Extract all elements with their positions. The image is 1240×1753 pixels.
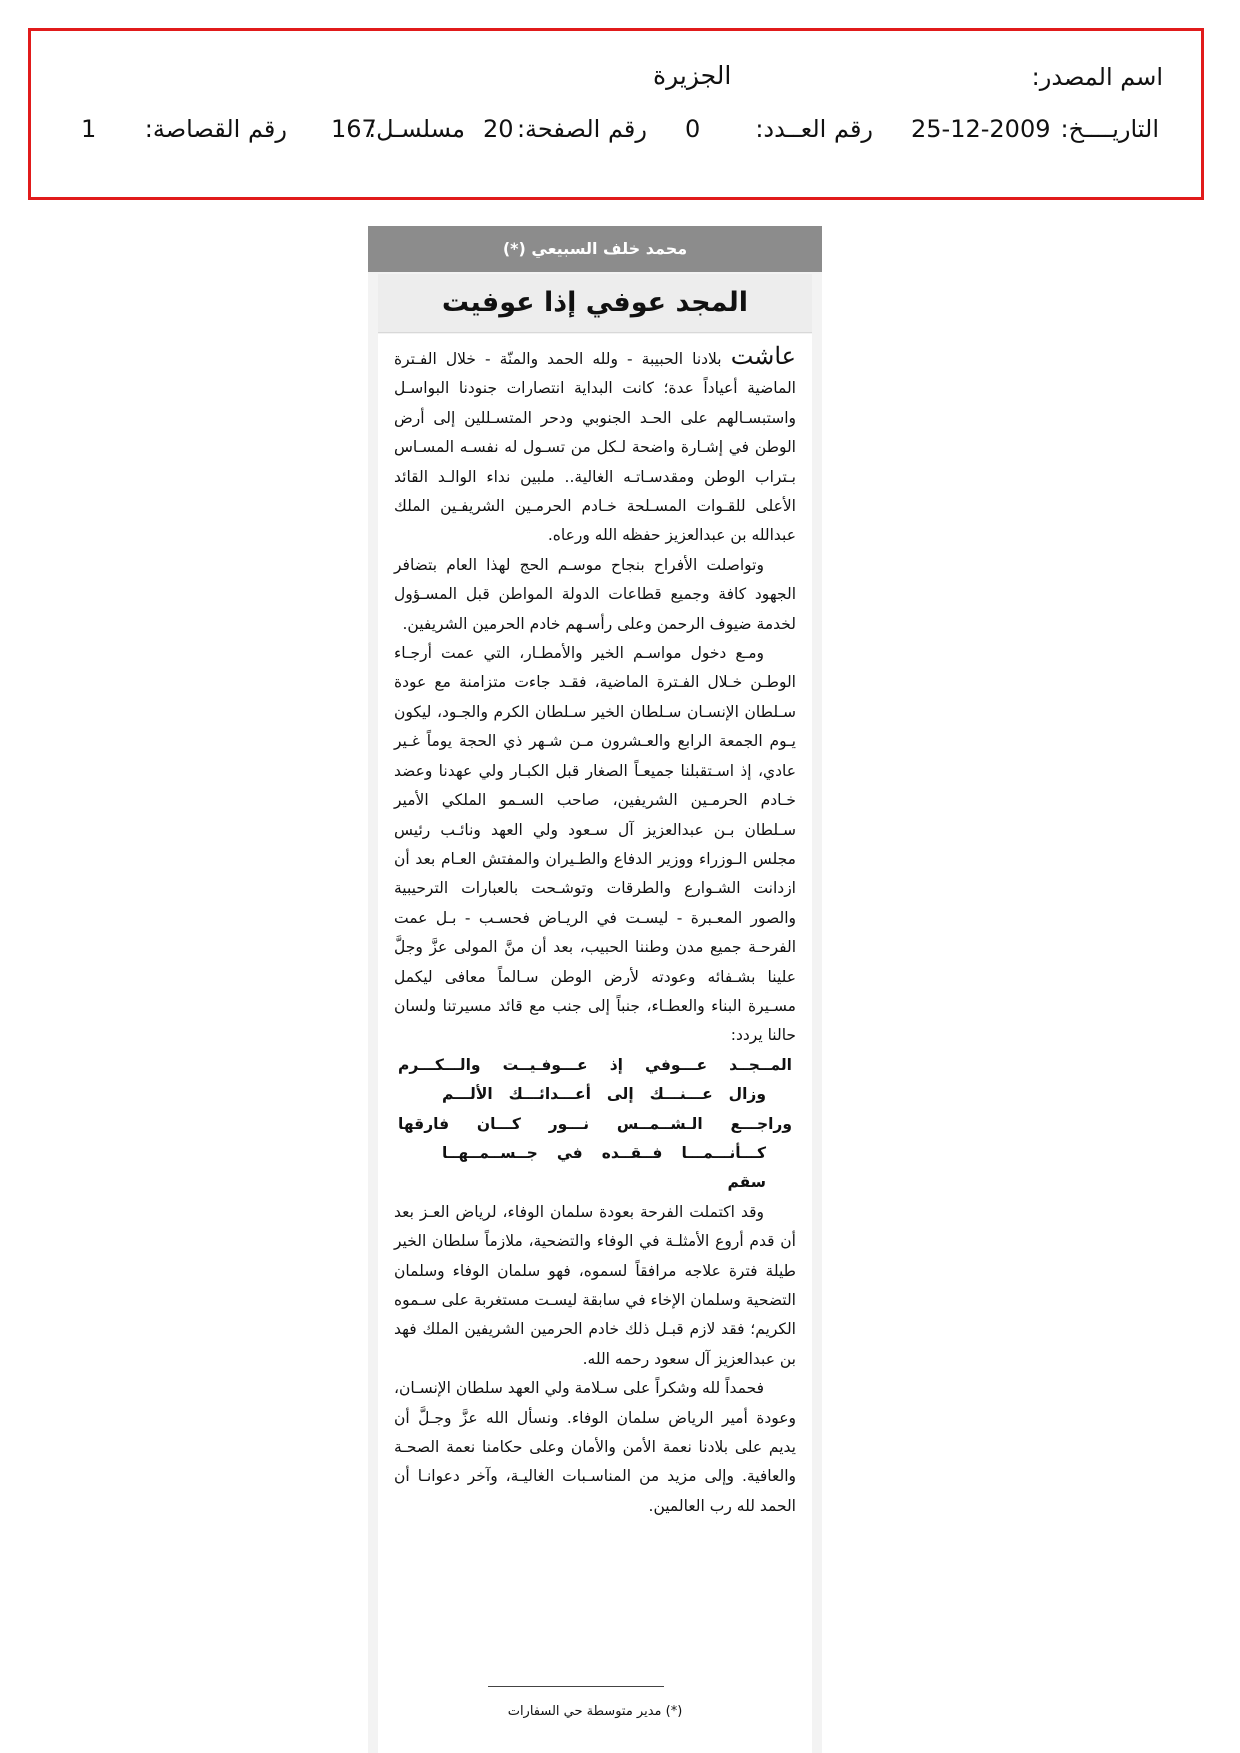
paragraph-text: بلادنا الحبيبة - ولله الحمد والمنّة - خلال الفـترة الماضية أعياداً عدة؛ كانت البداية انتصارات جنودنا البواسـل واستبسـالهم على الحـد الجنوبي ودحر المتسـللين إلى أرض الوطن في إشـارة واضحة لـكل من تسـول له نفسـه المسـاس بـتراب الوطن ومقدسـاتـه الغالية.. ملبين نداء الوالـد القائد الأعلى للقـوات المسـلحة خـادم الحرمـين الشريفـين الملك عبدالله بن عبدالعزيز حفظه الله ورعاه. [394, 350, 796, 545]
poem-verse: وزال عـــنـــك إلى أعـــدائـــك الألـــم [442, 1085, 766, 1104]
paragraph: ومـع دخول مواسـم الخير والأمطـار، التي عمت أرجـاء الوطـن خـلال الفـترة الماضية، فقـد جاءت متزامنة مع عودة سـلطان الإنسـان سـلطان الخير سـلطان الكرم والجـود، ليكون يـوم الجمعة الرابع والعـشرون مـن شـهر ذي الحجة يوماً غـير عادي، إذ اسـتقبلنا جميعـاً الصغار قبل الكبـار ولي عهدنا وعضد خـادم الحرمـين الشريفين، صاحب السـمو الملكي الأمير سـلطان بـن عبدالعزيز آل سـعود ولي العهد ونائـب رئيس مجلس الـوزراء ووزير الدفاع والطـيران والمفتش العـام بعد أن ازدانت الشـوارع والطرقات وتوشـحت بالعبارات الترحيبية والصور المعـبرة - ليسـت في الريـاض فحسـب - بـل عمت الفرحـة جميع مدن وطننا الحبيب، بعد أن منَّ المولى عزَّ وجلَّ علينا بشـفائه وعودته لأرض الوطن سـالماً معافى ليكمل مسـيرة البناء والعطـاء، جنباً إلى جنب مع قائد مسيرتنا ولسان حالنا يردد: [394, 644, 796, 1045]
paragraph: فحمداً لله وشكراً على سـلامة ولي العهد سلطان الإنسـان، وعودة أمير الرياض سلمان الوفاء. ونسأل الله عزَّ وجـلَّ أن يديم على بلادنا نعمة الأمن والأمان وعلى حكامنا نعمة الصحـة والعافية. وإلى مزيد من المناسـبات الغاليـة، وآخر دعوانـا أن الحمد لله رب العالمين. [394, 1379, 796, 1515]
paragraph: وقد اكتملت الفرحة بعودة سلمان الوفاء، لرياض العـز بعد أن قدم أروع الأمثلـة في الوفاء والتضحية، ملازماً سلطان الخير طيلة فترة علاجه مرافقاً لسموه، فهو سلمان الوفاء وسلمان التضحية وسلمان الإخاء في سابقة ليسـت مستغربة على سـموه الكريم؛ فقد لازم قبـل ذلك خادم الحرمين الشريفين الملك فهد بن عبدالعزيز آل سعود رحمه الله. [394, 1202, 796, 1368]
article-clipping [368, 226, 822, 1753]
date-label: التاريــــخ: [1060, 115, 1159, 143]
serial-label: مسلسـل: [368, 115, 465, 143]
page-label: رقم الصفحة: [516, 115, 647, 143]
lead-word: عاشت [730, 342, 796, 370]
issue-value: 0 [685, 115, 701, 143]
poem-verse: كـــأنـــمـــا فــقــده في جــســمــهــا سقم [442, 1143, 766, 1192]
date-value: 25-12-2009 [911, 115, 1051, 143]
author-footnote: (*) مدير متوسطة حي السفارات [507, 1704, 683, 1719]
source-value: الجزيرة [653, 61, 732, 90]
article-body [378, 334, 812, 1753]
source-label: اسم المصدر: [1031, 63, 1163, 91]
clipping-info-box [28, 28, 1204, 200]
page-value: 20 [483, 115, 514, 143]
poem-verse: وراجـــع الـشــمــس نـــور كـــان فارقها [398, 1114, 792, 1133]
paragraph [394, 342, 796, 551]
clipping-value: 1 [81, 115, 97, 143]
serial-value: 167 [331, 115, 377, 143]
paragraph: وتواصلت الأفراح بنجاح موسـم الحج لهذا العام بتضافر الجهود كافة وجميع قطاعات الدولة المواطن قبل المسـؤول لخدمة ضيوف الرحمن وعلى رأسـهم خادم الحرمين الشريفين. [394, 555, 796, 633]
poem-verse: المــجــد عـــوفي إذ عـــوفـيــت والـــكـــرم [398, 1055, 792, 1074]
issue-label: رقم العــدد: [755, 115, 873, 143]
footnote-divider [488, 1686, 664, 1687]
author-byline: محمد خلف السبيعي (*) [368, 226, 822, 272]
article-title: المجد عوفي إذا عوفيت [378, 274, 812, 333]
clipping-label: رقم القصاصة: [144, 115, 287, 143]
